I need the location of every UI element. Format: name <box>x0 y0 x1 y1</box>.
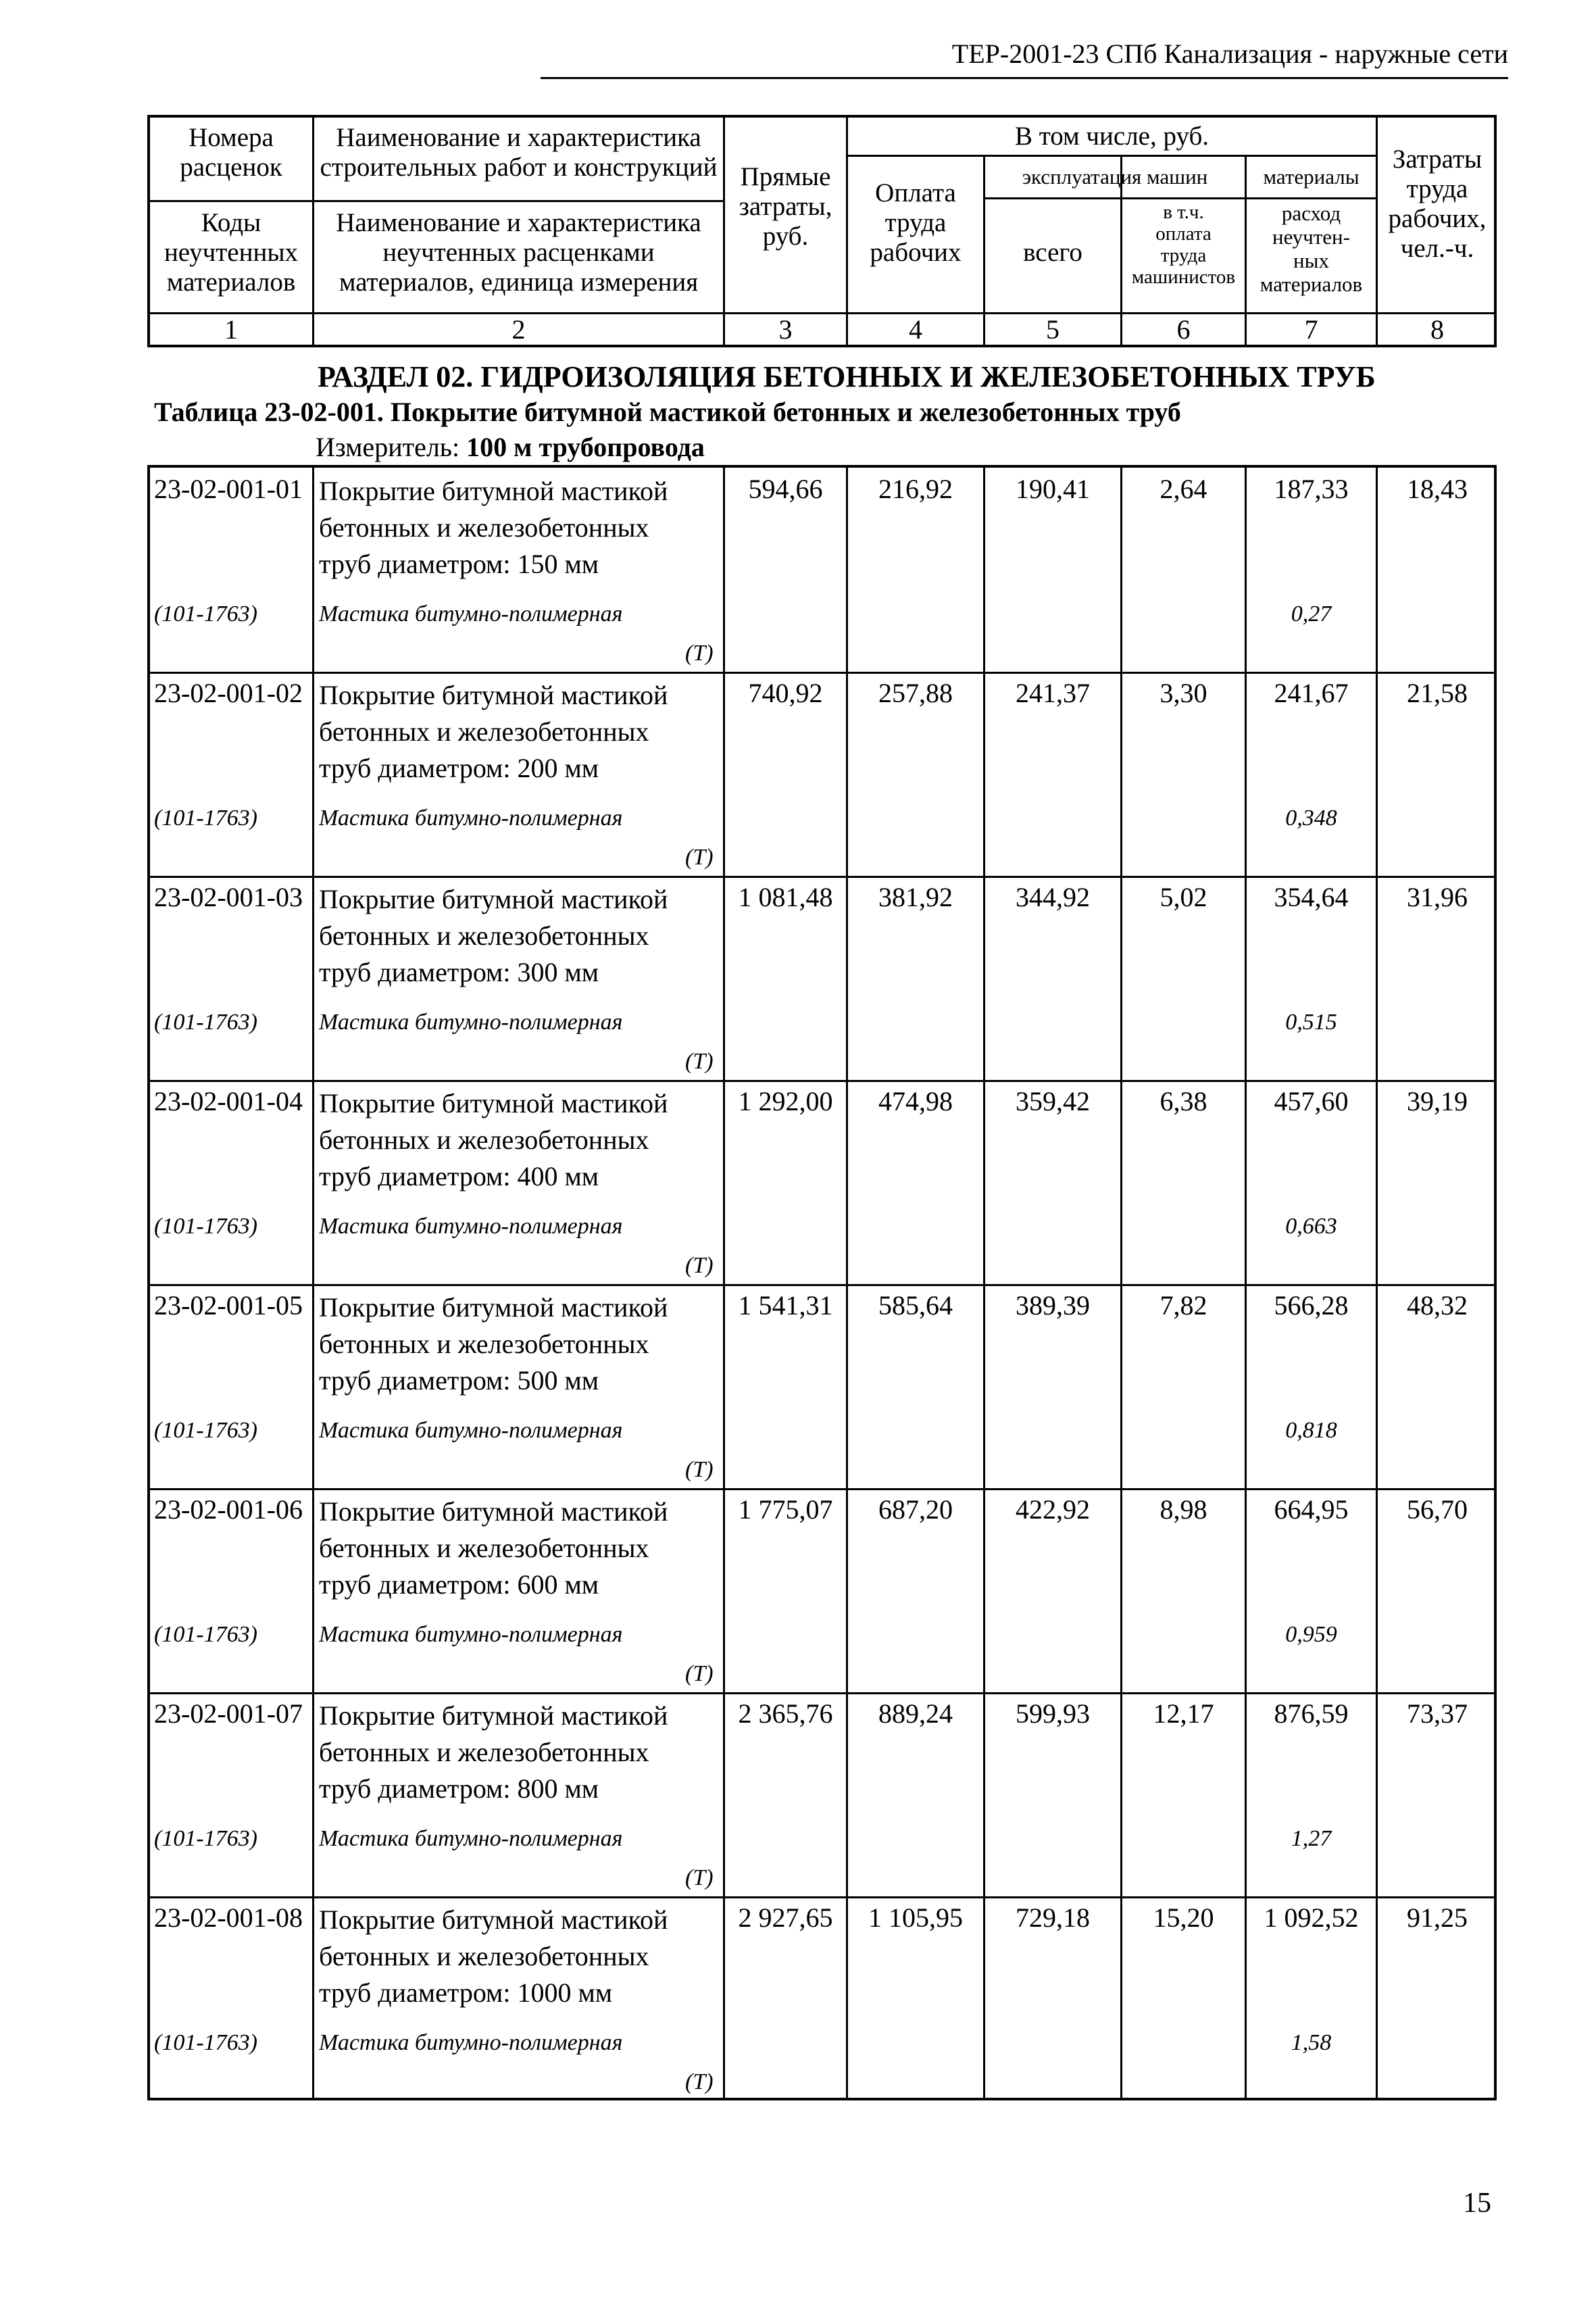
material-name: Мастика битумно-полимерная <box>319 1214 623 1239</box>
running-head: ТЕР-2001-23 СПб Канализация - наружные сети <box>541 34 1508 79</box>
cell-hours: 31,96 <box>1407 882 1468 912</box>
rate-code: 23-02-001-02 <box>154 678 303 708</box>
col-number: 3 <box>778 314 793 345</box>
rate-code: 23-02-001-03 <box>154 882 303 912</box>
table-row <box>150 672 1494 877</box>
cell-mach: 344,92 <box>1016 882 1090 912</box>
cell-materials: 1 092,52 <box>1264 1902 1359 1933</box>
section-title: РАЗДЕЛ 02. ГИДРОИЗОЛЯЦИЯ БЕТОННЫХ И ЖЕЛЕЗОБЕТОННЫХ ТРУБ <box>318 360 1376 393</box>
material-unit-tag: (Т) <box>685 1661 714 1686</box>
cell-mach: 359,42 <box>1016 1086 1090 1116</box>
cell-hours: 91,25 <box>1407 1902 1468 1933</box>
header-col6: в т.ч. оплата труда машинистов <box>1131 201 1236 288</box>
header-materials: материалы <box>1263 165 1360 189</box>
cell-materials: 876,59 <box>1274 1698 1349 1729</box>
cell-mach-labor: 7,82 <box>1159 1290 1207 1321</box>
cell-materials: 664,95 <box>1274 1494 1349 1525</box>
table-row <box>150 1284 1494 1489</box>
header-col4: Оплата труда рабочих <box>870 178 962 267</box>
cell-mach: 729,18 <box>1016 1902 1090 1933</box>
work-name: Покрытие битумной мастикой бетонных и железобетонных труб диаметром: 150 мм <box>319 476 668 579</box>
material-qty: 0,348 <box>1285 806 1337 831</box>
cell-labor: 474,98 <box>878 1086 953 1116</box>
measure-unit <box>316 431 705 463</box>
work-name: Покрытие битумной мастикой бетонных и железобетонных труб диаметром: 200 мм <box>319 680 668 783</box>
cell-labor: 381,92 <box>878 882 953 912</box>
cell-hours: 73,37 <box>1407 1698 1468 1729</box>
cell-direct: 594,66 <box>748 474 823 504</box>
cell-materials: 457,60 <box>1274 1086 1349 1116</box>
header-group: В том числе, руб. <box>1014 122 1210 151</box>
cell-mach-labor: 15,20 <box>1153 1902 1214 1933</box>
material-code: (101-1763) <box>154 806 257 831</box>
table-row <box>150 468 1494 672</box>
cell-labor: 1 105,95 <box>868 1902 963 1933</box>
cell-hours: 39,19 <box>1407 1086 1468 1116</box>
cell-mach: 422,92 <box>1016 1494 1090 1525</box>
table-header <box>147 115 1497 347</box>
material-unit-tag: (Т) <box>685 1457 714 1482</box>
cell-mach: 599,93 <box>1016 1698 1090 1729</box>
cell-mach: 190,41 <box>1016 474 1090 504</box>
material-code: (101-1763) <box>154 1826 257 1851</box>
material-qty: 0,818 <box>1285 1418 1337 1443</box>
cell-hours: 56,70 <box>1407 1494 1468 1525</box>
work-name: Покрытие битумной мастикой бетонных и железобетонных труб диаметром: 400 мм <box>319 1088 668 1191</box>
material-qty: 1,27 <box>1291 1826 1332 1851</box>
header-col1-top: Номера расценок <box>180 123 282 182</box>
rate-code: 23-02-001-08 <box>154 1902 303 1933</box>
header-col2-bottom: Наименование и характеристика неучтенных расценками материалов, единица измерения <box>336 208 701 297</box>
work-name: Покрытие битумной мастикой бетонных и железобетонных труб диаметром: 300 мм <box>319 884 668 987</box>
work-name: Покрытие битумной мастикой бетонных и железобетонных труб диаметром: 500 мм <box>319 1292 668 1396</box>
table-title: Таблица 23-02-001. Покрытие битумной мастикой бетонных и железобетонных труб <box>154 397 1181 427</box>
material-name: Мастика битумно-полимерная <box>319 1622 623 1647</box>
header-machines: эксплуатация машин <box>1022 165 1208 189</box>
header-col3: Прямые затраты, руб. <box>739 162 832 251</box>
col-number: 1 <box>224 314 238 345</box>
cell-hours: 48,32 <box>1407 1290 1468 1321</box>
material-qty: 0,959 <box>1285 1622 1337 1647</box>
col-number: 4 <box>909 314 922 345</box>
table-row <box>150 1080 1494 1285</box>
col-number: 7 <box>1304 314 1318 345</box>
col-number: 5 <box>1046 314 1059 345</box>
cell-direct: 2 365,76 <box>738 1698 833 1729</box>
cell-hours: 21,58 <box>1407 678 1468 708</box>
cell-direct: 2 927,65 <box>738 1902 833 1933</box>
cell-mach-labor: 8,98 <box>1159 1494 1207 1525</box>
cell-labor: 585,64 <box>878 1290 953 1321</box>
cell-materials: 566,28 <box>1274 1290 1349 1321</box>
material-unit-tag: (Т) <box>685 1253 714 1278</box>
rate-code: 23-02-001-01 <box>154 474 303 504</box>
material-name: Мастика битумно-полимерная <box>319 806 623 831</box>
cell-direct: 1 775,07 <box>738 1494 833 1525</box>
cell-labor: 257,88 <box>878 678 953 708</box>
work-name: Покрытие битумной мастикой бетонных и железобетонных труб диаметром: 1000 мм <box>319 1904 668 2008</box>
material-code: (101-1763) <box>154 1418 257 1443</box>
rate-code: 23-02-001-05 <box>154 1290 303 1321</box>
measure-value: 100 м трубопровода <box>466 432 705 462</box>
cell-mach-labor: 2,64 <box>1159 474 1207 504</box>
cell-hours: 18,43 <box>1407 474 1468 504</box>
table-row <box>150 1896 1494 2101</box>
header-col1-bottom: Коды неучтенных материалов <box>164 208 299 297</box>
measure-label: Измеритель: <box>316 432 460 462</box>
material-code: (101-1763) <box>154 1214 257 1239</box>
cell-materials: 354,64 <box>1274 882 1349 912</box>
material-name: Мастика битумно-полимерная <box>319 2030 623 2055</box>
material-unit-tag: (Т) <box>685 1049 714 1074</box>
material-qty: 1,58 <box>1291 2030 1332 2055</box>
cell-materials: 187,33 <box>1274 474 1349 504</box>
cell-direct: 1 292,00 <box>738 1086 833 1116</box>
material-name: Мастика битумно-полимерная <box>319 1418 623 1443</box>
cell-labor: 687,20 <box>878 1494 953 1525</box>
table-row <box>150 1692 1494 1897</box>
rate-code: 23-02-001-07 <box>154 1698 303 1729</box>
material-name: Мастика битумно-полимерная <box>319 601 623 626</box>
cell-direct: 1 541,31 <box>738 1290 833 1321</box>
material-code: (101-1763) <box>154 2030 257 2055</box>
material-unit-tag: (Т) <box>685 2069 714 2094</box>
material-code: (101-1763) <box>154 1010 257 1035</box>
material-name: Мастика битумно-полимерная <box>319 1826 623 1851</box>
cell-mach: 241,37 <box>1016 678 1090 708</box>
material-code: (101-1763) <box>154 601 257 626</box>
material-unit-tag: (Т) <box>685 845 714 870</box>
material-unit-tag: (Т) <box>685 1865 714 1890</box>
cell-mach-labor: 3,30 <box>1159 678 1207 708</box>
material-name: Мастика битумно-полимерная <box>319 1010 623 1035</box>
material-qty: 0,515 <box>1285 1010 1337 1035</box>
header-col2-top: Наименование и характеристика строительных работ и конструкций <box>320 123 718 182</box>
cell-mach-labor: 6,38 <box>1159 1086 1207 1116</box>
page-number: 15 <box>1463 2188 1491 2219</box>
table-row <box>150 876 1494 1081</box>
work-name: Покрытие битумной мастикой бетонных и железобетонных труб диаметром: 600 мм <box>319 1496 668 1600</box>
rate-code: 23-02-001-04 <box>154 1086 303 1116</box>
header-col5: всего <box>1023 238 1082 267</box>
material-qty: 0,663 <box>1285 1214 1337 1239</box>
rates-table <box>147 465 1497 2100</box>
header-col7: расход неучтен- ных материалов <box>1260 201 1363 296</box>
cell-mach: 389,39 <box>1016 1290 1090 1321</box>
material-qty: 0,27 <box>1291 601 1332 626</box>
cell-materials: 241,67 <box>1274 678 1349 708</box>
cell-direct: 1 081,48 <box>738 882 833 912</box>
header-col8: Затраты труда рабочих, чел.-ч. <box>1388 145 1487 263</box>
table-row <box>150 1488 1494 1693</box>
cell-labor: 889,24 <box>878 1698 953 1729</box>
col-number: 8 <box>1430 314 1444 345</box>
cell-direct: 740,92 <box>748 678 823 708</box>
cell-labor: 216,92 <box>878 474 953 504</box>
material-unit-tag: (Т) <box>685 641 714 666</box>
col-number: 2 <box>512 314 526 345</box>
rate-code: 23-02-001-06 <box>154 1494 303 1525</box>
col-number: 6 <box>1176 314 1191 345</box>
material-code: (101-1763) <box>154 1622 257 1647</box>
cell-mach-labor: 5,02 <box>1159 882 1207 912</box>
work-name: Покрытие битумной мастикой бетонных и железобетонных труб диаметром: 800 мм <box>319 1700 668 1804</box>
cell-mach-labor: 12,17 <box>1153 1698 1214 1729</box>
